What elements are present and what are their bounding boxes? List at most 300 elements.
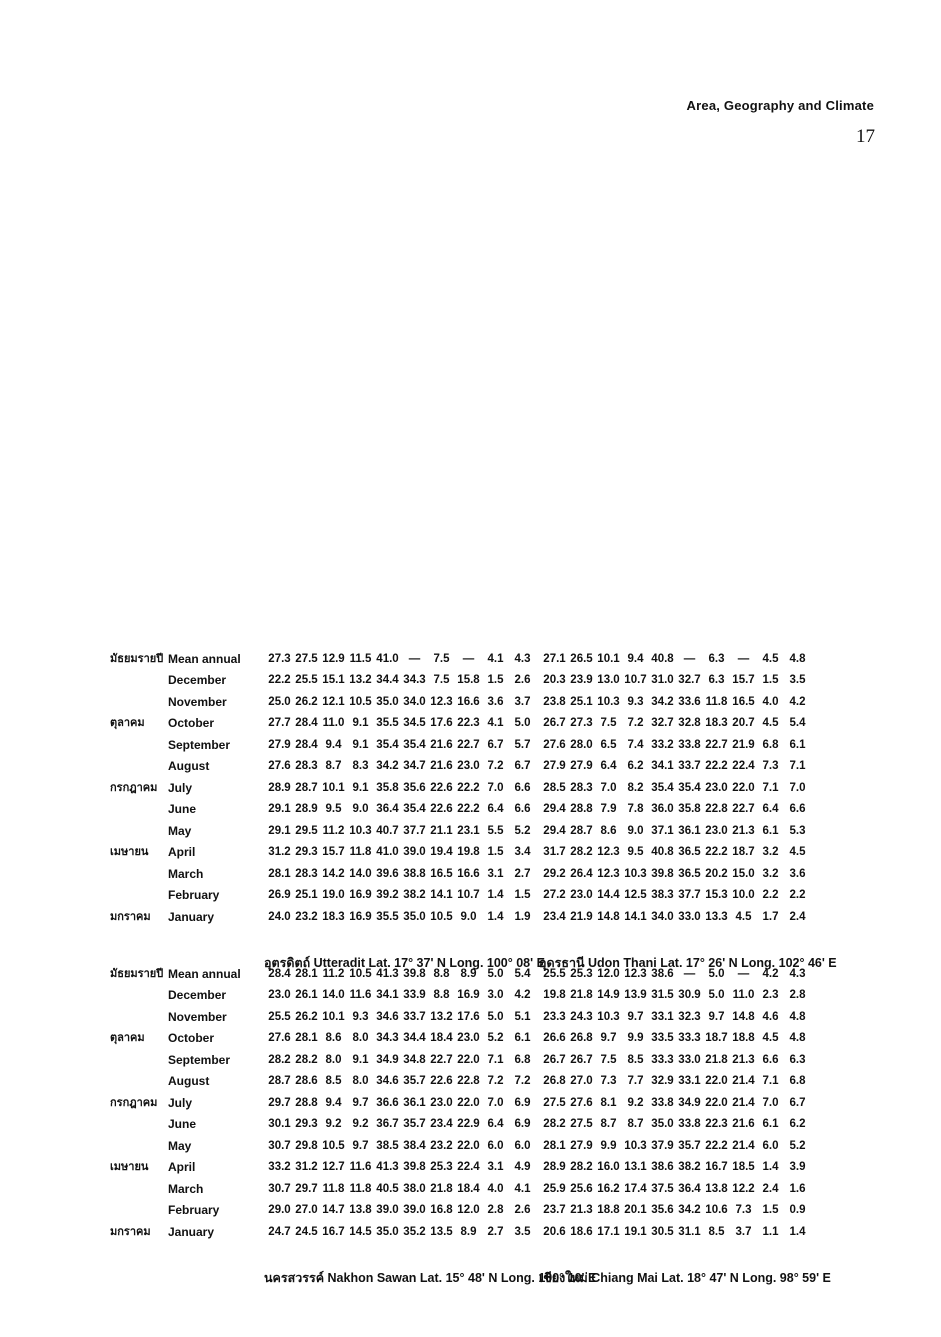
table-cell: 27.5 <box>295 653 318 665</box>
table-cell: 9.0 <box>460 911 477 923</box>
table-cell: 4.5 <box>762 653 779 665</box>
table-cell: 23.0 <box>705 782 728 794</box>
table-cell: 33.3 <box>678 1032 701 1045</box>
table-cell: 28.9 <box>543 1161 566 1174</box>
table-cell: 6.7 <box>487 739 504 751</box>
table-cell: 34.4 <box>403 1032 426 1045</box>
table-cell: 9.1 <box>352 782 369 794</box>
table-cell: 6.8 <box>514 1054 531 1066</box>
table-cell: 38.6 <box>651 968 674 980</box>
table-cell: 20.1 <box>624 1204 647 1217</box>
table-cell: — <box>737 653 750 665</box>
table-cell: 10.3 <box>597 696 620 708</box>
table-cell: 5.4 <box>514 968 531 980</box>
table-cell: 16.5 <box>430 868 453 880</box>
table-cell: 23.8 <box>543 696 566 708</box>
table-cell: 19.1 <box>624 1226 647 1238</box>
table-cell: 22.7 <box>732 803 755 816</box>
month-name: November <box>168 695 227 709</box>
table-cell: 38.2 <box>678 1161 701 1174</box>
table-cell: 10.3 <box>349 825 372 837</box>
table-cell: 35.4 <box>403 739 426 751</box>
table-cell: 33.1 <box>651 1011 674 1023</box>
table-cell: 21.8 <box>430 1183 453 1195</box>
table-cell: 28.8 <box>570 803 593 816</box>
table-cell: 9.0 <box>627 825 644 837</box>
table-cell: 11.8 <box>322 1183 345 1195</box>
table-cell: 26.4 <box>570 868 593 880</box>
table-cell: 11.8 <box>349 846 372 859</box>
table-cell: 2.2 <box>789 889 806 902</box>
table-cell: 18.5 <box>732 1161 755 1174</box>
table-cell: 29.7 <box>295 1183 318 1195</box>
table-cell: 21.6 <box>430 739 453 751</box>
table-cell: 5.2 <box>514 825 531 837</box>
table-cell: 35.4 <box>403 803 426 816</box>
table-cell: 7.1 <box>487 1054 504 1066</box>
table-cell: 39.0 <box>376 1204 399 1217</box>
table-cell: 21.1 <box>430 825 453 837</box>
table-cell: 5.1 <box>514 1011 531 1023</box>
table-cell: 2.6 <box>514 674 531 687</box>
table-cell: 30.9 <box>678 989 701 1002</box>
table-cell: 22.3 <box>705 1118 728 1131</box>
table-cell: 21.9 <box>732 739 755 751</box>
table-cell: 28.3 <box>295 868 318 880</box>
table-cell: 35.7 <box>403 1075 426 1088</box>
table-cell: 27.6 <box>570 1097 593 1109</box>
table-cell: 4.5 <box>735 911 752 923</box>
month-label <box>110 909 260 925</box>
table-cell: 6.7 <box>789 1097 806 1109</box>
table-cell: 6.4 <box>487 1118 504 1131</box>
table-cell: 29.3 <box>295 846 318 859</box>
table-cell: 25.3 <box>430 1161 453 1174</box>
table-cell: 2.7 <box>514 868 531 880</box>
table-cell: 24.5 <box>295 1226 318 1238</box>
table-cell: 35.4 <box>651 782 674 794</box>
table-cell: 22.6 <box>430 803 453 816</box>
table-cell: 34.8 <box>403 1054 426 1066</box>
table-cell: 21.9 <box>570 911 593 923</box>
table-cell: 14.5 <box>349 1226 372 1238</box>
month-label <box>110 1095 260 1111</box>
table-cell: 10.3 <box>597 1011 620 1023</box>
month-name: April <box>168 1160 196 1175</box>
table-cell: 26.8 <box>570 1032 593 1045</box>
table-cell: 40.8 <box>651 653 674 665</box>
table-cell: 9.3 <box>627 696 644 708</box>
table-cell: 21.4 <box>732 1075 755 1088</box>
table-cell: 16.5 <box>732 696 755 708</box>
table-cell: 2.3 <box>762 989 779 1002</box>
table-cell: 5.5 <box>487 825 504 837</box>
table-cell: 7.7 <box>627 1075 644 1088</box>
table-cell: 25.1 <box>295 889 318 902</box>
table-cell: 4.1 <box>487 717 504 730</box>
table-cell: 1.4 <box>762 1161 779 1174</box>
table-cell: 11.0 <box>732 989 755 1002</box>
table-cell: 21.6 <box>732 1118 755 1131</box>
table-cell: 13.2 <box>349 674 372 687</box>
table-cell: 22.8 <box>705 803 728 816</box>
thai-season-label: เมษายน <box>110 1161 149 1174</box>
table-cell: 16.9 <box>349 911 372 923</box>
month-name: October <box>168 716 215 731</box>
table-cell: 26.8 <box>543 1075 566 1088</box>
table-cell: 16.7 <box>322 1226 345 1238</box>
table-cell: 6.1 <box>762 825 779 837</box>
table-cell: 37.7 <box>678 889 701 902</box>
table-cell: 39.8 <box>403 1161 426 1174</box>
month-label <box>110 716 260 732</box>
month-name: August <box>168 1074 210 1089</box>
table-cell: 31.0 <box>651 674 674 687</box>
month-name: May <box>168 1139 192 1153</box>
table-cell: 1.4 <box>487 889 504 902</box>
table-cell: 22.2 <box>705 760 728 773</box>
table-cell: 25.9 <box>543 1183 566 1195</box>
table-cell: 35.0 <box>403 911 426 923</box>
table-cell: 20.2 <box>705 868 728 880</box>
table-cell: 12.0 <box>597 968 620 980</box>
table-cell: 7.0 <box>789 782 806 794</box>
table-cell: 5.2 <box>487 1032 504 1045</box>
table-cell: — <box>683 653 696 665</box>
table-cell: 36.1 <box>403 1097 426 1109</box>
table-cell: 27.0 <box>570 1075 593 1088</box>
table-cell: 23.9 <box>570 674 593 687</box>
table-cell: 28.7 <box>570 825 593 837</box>
table-cell: 1.9 <box>514 911 531 923</box>
table-cell: 18.3 <box>705 717 728 730</box>
table-cell: 7.5 <box>600 717 617 730</box>
table-cell: 9.1 <box>352 1054 369 1066</box>
table-cell: 33.8 <box>678 739 701 751</box>
month-label <box>110 780 260 796</box>
table-cell: 10.5 <box>430 911 453 923</box>
table-cell: 22.3 <box>457 717 480 730</box>
table-cell: 34.5 <box>403 717 426 730</box>
table-cell: 7.2 <box>487 760 504 773</box>
table-cell: 9.7 <box>352 1097 369 1109</box>
table-cell: 23.0 <box>268 989 291 1002</box>
table-cell: 6.9 <box>514 1118 531 1131</box>
table-cell: 7.0 <box>600 782 617 794</box>
thai-season-label: มัธยมรายปี <box>110 968 164 980</box>
table-cell: 24.0 <box>268 911 291 923</box>
month-label <box>110 1031 260 1047</box>
table-cell: 37.1 <box>651 825 674 837</box>
table-cell: 21.4 <box>732 1097 755 1109</box>
table-cell: 23.2 <box>295 911 318 923</box>
table-cell: 34.9 <box>376 1054 399 1066</box>
table-cell: 6.1 <box>762 1118 779 1131</box>
table-cell: 9.4 <box>325 1097 342 1109</box>
thai-season-label: ตุลาคม <box>110 1032 145 1045</box>
table-cell: 5.0 <box>708 968 725 980</box>
month-name: February <box>168 888 220 903</box>
table-cell: 32.8 <box>678 717 701 730</box>
table-cell: 8.0 <box>352 1032 369 1045</box>
table-cell: 33.8 <box>678 1118 701 1131</box>
table-cell: 18.4 <box>457 1183 480 1195</box>
table-cell: 10.3 <box>624 1140 647 1152</box>
table-cell: 28.2 <box>268 1054 291 1066</box>
table-cell: 28.2 <box>570 846 593 859</box>
table-cell: 14.2 <box>322 868 345 880</box>
table-cell: 19.4 <box>430 846 453 859</box>
table-cell: 3.5 <box>514 1226 531 1238</box>
table-cell: 30.5 <box>651 1226 674 1238</box>
station-header: นครสวรรค์ Nakhon Sawan Lat. 15° 48' N Long. 100° 10' E <box>264 1271 597 1285</box>
table-cell: 13.3 <box>705 911 728 923</box>
table-cell: 25.5 <box>268 1011 291 1023</box>
table-cell: 28.2 <box>543 1118 566 1131</box>
table-cell: 10.1 <box>322 782 345 794</box>
table-cell: 10.7 <box>457 889 480 902</box>
table-cell: 26.2 <box>295 1011 318 1023</box>
table-cell: 9.4 <box>627 653 644 665</box>
table-cell: 40.7 <box>376 825 399 837</box>
table-cell: 9.1 <box>352 739 369 751</box>
table-cell: 5.4 <box>789 717 806 730</box>
table-cell: 34.2 <box>651 696 674 708</box>
table-cell: 33.7 <box>403 1011 426 1023</box>
table-cell: 36.0 <box>651 803 674 816</box>
table-cell: 6.8 <box>789 1075 806 1088</box>
table-cell: 28.6 <box>295 1075 318 1088</box>
table-cell: 14.1 <box>430 889 453 902</box>
table-cell: 36.1 <box>678 825 701 837</box>
table-cell: 7.4 <box>627 739 644 751</box>
climate-table <box>110 150 941 1285</box>
table-cell: 15.8 <box>457 674 480 687</box>
table-cell: 4.3 <box>789 968 806 980</box>
table-cell: 29.8 <box>295 1140 318 1152</box>
table-cell: 3.1 <box>487 868 504 880</box>
table-cell: 37.7 <box>403 825 426 837</box>
thai-season-label: กรกฎาคม <box>110 782 158 794</box>
table-cell: 16.8 <box>430 1204 453 1217</box>
table-cell: 37.9 <box>651 1140 674 1152</box>
month-name: December <box>168 988 227 1003</box>
table-cell: 28.2 <box>295 1054 318 1066</box>
table-cell: 28.3 <box>295 760 318 773</box>
table-cell: 12.9 <box>322 653 345 665</box>
table-cell: 34.1 <box>376 989 399 1002</box>
table-cell: 37.5 <box>651 1183 674 1195</box>
table-cell: 3.2 <box>762 868 779 880</box>
table-cell: 8.6 <box>325 1032 342 1045</box>
table-cell: 23.0 <box>705 825 728 837</box>
table-cell: 38.2 <box>403 889 426 902</box>
table-cell: 1.5 <box>762 674 779 687</box>
table-cell: 33.7 <box>678 760 701 773</box>
table-cell: 9.9 <box>627 1032 644 1045</box>
table-cell: 19.8 <box>457 846 480 859</box>
table-cell: 32.3 <box>678 1011 701 1023</box>
table-cell: 4.6 <box>762 1011 779 1023</box>
table-cell: 22.7 <box>705 739 728 751</box>
table-cell: 6.0 <box>514 1140 531 1152</box>
table-cell: 10.6 <box>705 1204 728 1217</box>
table-cell: 29.3 <box>295 1118 318 1131</box>
table-cell: 15.0 <box>732 868 755 880</box>
table-cell: 11.2 <box>322 825 345 837</box>
table-cell: 28.8 <box>295 1097 318 1109</box>
table-cell: 40.8 <box>651 846 674 859</box>
table-cell: — <box>737 968 750 980</box>
table-cell: 22.6 <box>430 1075 453 1088</box>
table-cell: 28.7 <box>268 1075 291 1088</box>
table-cell: 18.4 <box>430 1032 453 1045</box>
table-cell: 15.3 <box>705 889 728 902</box>
table-cell: — <box>462 653 475 665</box>
table-cell: 22.8 <box>457 1075 480 1088</box>
table-cell: 8.5 <box>325 1075 342 1088</box>
table-cell: 3.6 <box>789 868 806 880</box>
table-cell: 6.5 <box>600 739 617 751</box>
table-cell: 22.0 <box>457 1054 480 1066</box>
table-cell: 8.7 <box>600 1118 617 1131</box>
table-cell: 7.1 <box>789 760 806 773</box>
running-head: Area, Geography and Climate <box>686 98 874 113</box>
table-cell: 30.1 <box>268 1118 291 1131</box>
table-cell: 23.0 <box>430 1097 453 1109</box>
table-cell: 6.1 <box>789 739 806 751</box>
table-cell: 33.8 <box>651 1097 674 1109</box>
table-cell: 33.0 <box>678 1054 701 1066</box>
table-cell: 32.9 <box>651 1075 674 1088</box>
table-cell: 32.7 <box>678 674 701 687</box>
table-cell: 2.4 <box>762 1183 779 1195</box>
table-cell: 28.4 <box>295 717 318 730</box>
table-cell: 22.2 <box>268 674 291 687</box>
table-cell: 23.4 <box>543 911 566 923</box>
table-cell: 13.2 <box>430 1011 453 1023</box>
table-cell: 6.4 <box>600 760 617 773</box>
table-cell: 36.5 <box>678 846 701 859</box>
table-cell: 14.4 <box>597 889 620 902</box>
thai-season-label: ตุลาคม <box>110 717 145 730</box>
table-cell: 7.2 <box>514 1075 531 1088</box>
table-cell: 8.5 <box>708 1226 725 1238</box>
table-cell: 34.1 <box>651 760 674 773</box>
table-cell: 9.7 <box>627 1011 644 1023</box>
table-cell: 19.8 <box>543 989 566 1002</box>
table-cell: 17.6 <box>430 717 453 730</box>
table-cell: 27.6 <box>543 739 566 751</box>
table-cell: 4.8 <box>789 1032 806 1045</box>
table-cell: 19.0 <box>322 889 345 902</box>
table-cell: 27.3 <box>570 717 593 730</box>
table-cell: 9.5 <box>325 803 342 816</box>
table-cell: 3.4 <box>514 846 531 859</box>
table-cell: 11.0 <box>322 717 345 730</box>
table-cell: 6.2 <box>627 760 644 773</box>
table-cell: 25.5 <box>543 968 566 980</box>
table-cell: 2.8 <box>487 1204 504 1217</box>
table-cell: 27.9 <box>268 739 291 751</box>
month-label <box>110 737 260 753</box>
table-cell: 28.9 <box>295 803 318 816</box>
table-cell: 10.1 <box>597 653 620 665</box>
table-cell: 27.2 <box>543 889 566 902</box>
table-cell: 7.3 <box>762 760 779 773</box>
table-cell: 27.6 <box>268 760 291 773</box>
month-label <box>110 651 260 667</box>
month-label <box>110 988 260 1004</box>
month-label <box>110 845 260 861</box>
table-cell: 28.4 <box>268 968 291 980</box>
month-label <box>110 1138 260 1154</box>
table-cell: 2.2 <box>762 889 779 902</box>
table-cell: 1.5 <box>487 846 504 859</box>
table-cell: 26.7 <box>543 1054 566 1066</box>
table-cell: 4.1 <box>487 653 504 665</box>
table-cell: 39.0 <box>403 846 426 859</box>
table-cell: 8.1 <box>600 1097 617 1109</box>
table-cell: 35.5 <box>376 911 399 923</box>
month-name: November <box>168 1010 227 1024</box>
table-cell: 12.1 <box>322 696 345 708</box>
table-cell: 4.5 <box>762 1032 779 1045</box>
table-cell: 41.0 <box>376 653 399 665</box>
table-cell: 25.5 <box>295 674 318 687</box>
table-cell: 36.6 <box>376 1097 399 1109</box>
table-cell: 26.1 <box>295 989 318 1002</box>
table-cell: 35.6 <box>403 782 426 794</box>
table-cell: 7.0 <box>487 1097 504 1109</box>
table-cell: 27.5 <box>543 1097 566 1109</box>
table-cell: 28.1 <box>295 1032 318 1045</box>
month-label <box>110 888 260 904</box>
page-number: 17 <box>856 126 875 147</box>
table-cell: 38.8 <box>403 868 426 880</box>
month-label <box>110 823 260 839</box>
table-cell: 25.3 <box>570 968 593 980</box>
month-label <box>110 966 260 982</box>
table-cell: 35.4 <box>678 782 701 794</box>
table-cell: 22.4 <box>457 1161 480 1174</box>
table-cell: 29.0 <box>268 1204 291 1217</box>
table-cell: 8.7 <box>627 1118 644 1131</box>
table-cell: 18.8 <box>597 1204 620 1217</box>
table-cell: 7.5 <box>433 674 450 687</box>
table-cell: 28.9 <box>268 782 291 794</box>
table-cell: 7.0 <box>762 1097 779 1109</box>
thai-season-label: มัธยมรายปี <box>110 653 164 665</box>
table-cell: 22.9 <box>457 1118 480 1131</box>
table-cell: 27.9 <box>570 1140 593 1152</box>
table-cell: 11.6 <box>349 989 372 1002</box>
table-cell: 26.7 <box>543 717 566 730</box>
table-cell: 6.8 <box>762 739 779 751</box>
table-cell: 9.2 <box>352 1118 369 1131</box>
table-cell: 15.7 <box>322 846 345 859</box>
table-cell: 21.8 <box>705 1054 728 1066</box>
row-labels <box>110 150 260 1280</box>
table-cell: 3.6 <box>487 696 504 708</box>
month-name: January <box>168 910 215 924</box>
table-cell: 24.3 <box>570 1011 593 1023</box>
table-cell: 0.9 <box>789 1204 806 1217</box>
table-cell: 22.2 <box>457 803 480 816</box>
table-cell: 38.5 <box>376 1140 399 1152</box>
table-cell: 14.1 <box>624 911 647 923</box>
table-cell: 25.0 <box>268 696 291 708</box>
